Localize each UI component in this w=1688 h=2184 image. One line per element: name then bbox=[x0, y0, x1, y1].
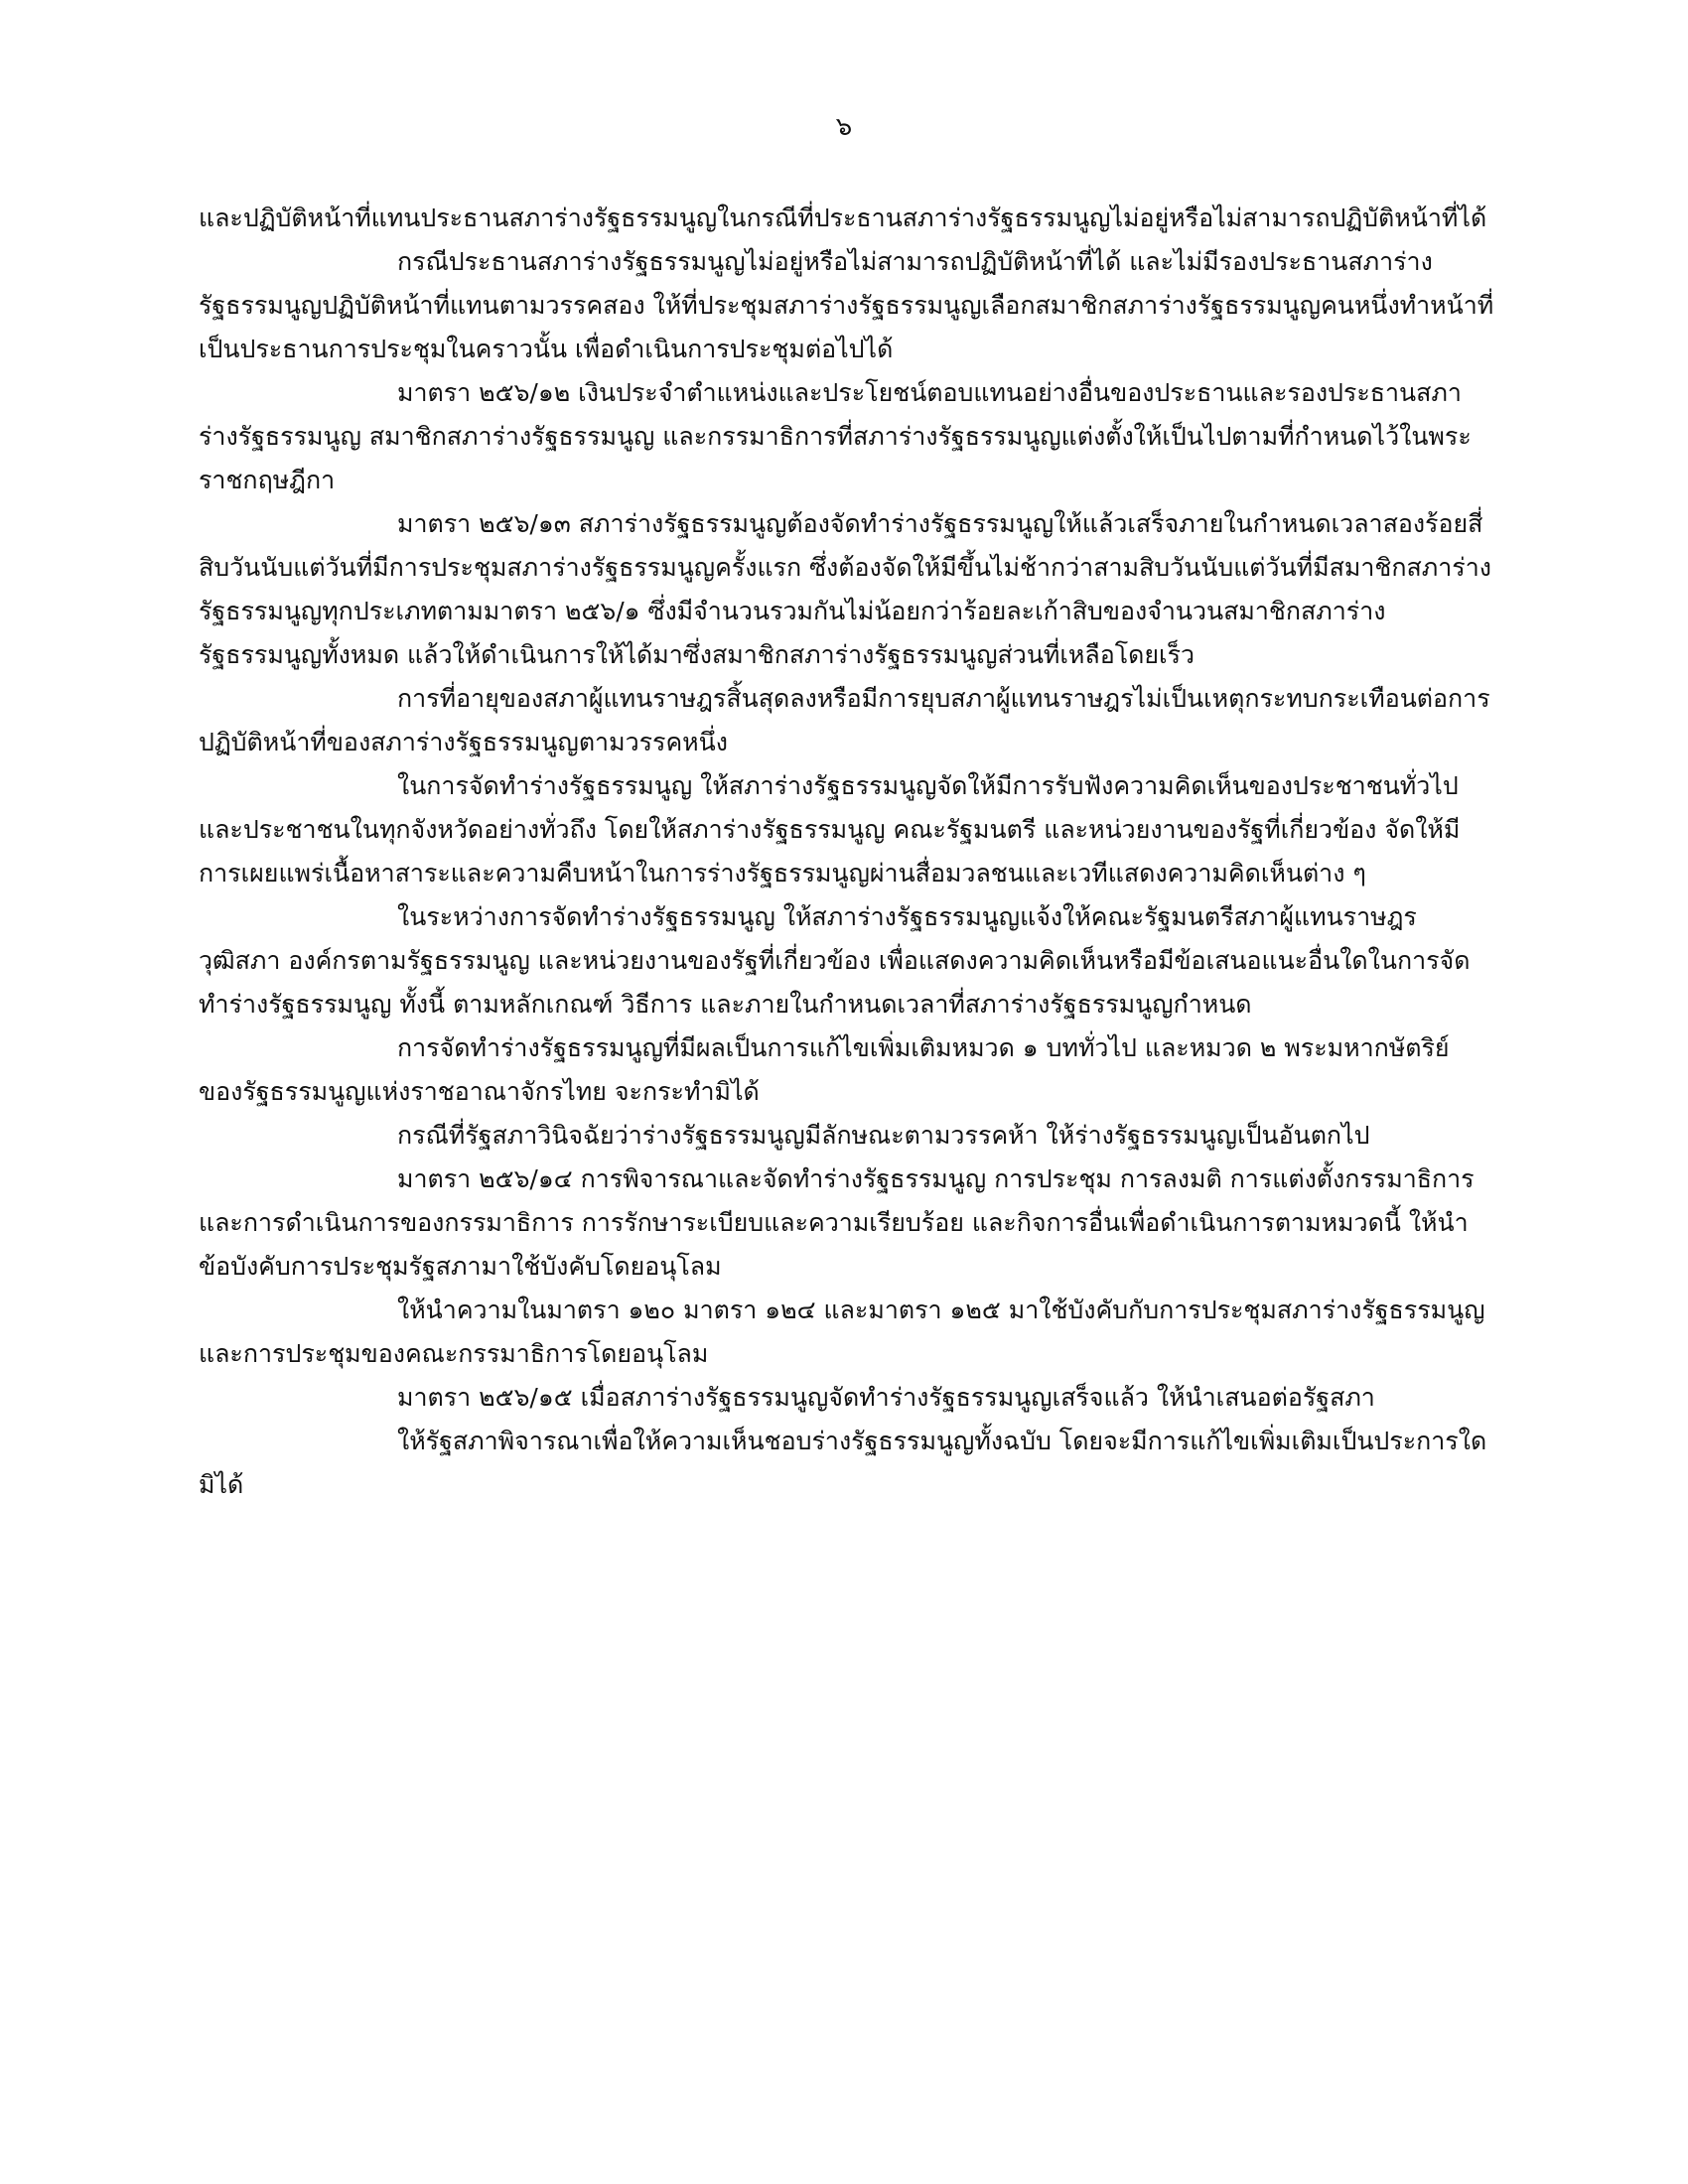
section-paragraph: มาตรา ๒๕๖/๑๕ เมื่อสภาร่างรัฐธรรมนูญจัดทำร่างรัฐธรรมนูญเสร็จแล้ว ให้นำเสนอต่อรัฐสภา bbox=[397, 1383, 1375, 1412]
paragraph: ให้นำความในมาตรา ๑๒๐ มาตรา ๑๒๔ และมาตรา ๑๒๕ มาใช้บังคับกับการประชุมสภาร่างรัฐธรรมนูญและการประชุมของคณะกรรมาธิการโดยอนุโลม bbox=[199, 1296, 1485, 1368]
paragraph: กรณีที่รัฐสภาวินิจฉัยว่าร่างรัฐธรรมนูญมีลักษณะตามวรรคห้า ให้ร่างรัฐธรรมนูญเป็นอันตกไป bbox=[397, 1121, 1370, 1150]
paragraph: และปฏิบัติหน้าที่แทนประธานสภาร่างรัฐธรรมนูญในกรณีที่ประธานสภาร่างรัฐธรรมนูญไม่อยู่หรือไม่สามารถปฏิบัติหน้าที่ได้ bbox=[199, 204, 1487, 232]
section-paragraph: มาตรา ๒๕๖/๑๔ การพิจารณาและจัดทำร่างรัฐธรรมนูญ การประชุม การลงมติ การแต่งตั้งกรรมาธิการและการดำเนินการของกรรมาธิการ การรักษาระเบียบและความเรียบร้อย และกิจการอื่นเพื่อดำเนินการตามหมวดนี้ ให้นำข้อบังคับการประชุมรัฐสภามาใช้บังคับโดยอนุโลม bbox=[199, 1164, 1475, 1281]
paragraph: การที่อายุของสภาผู้แทนราษฎรสิ้นสุดลงหรือมีการยุบสภาผู้แทนราษฎรไม่เป็นเหตุกระทบกระเทือนต่อการปฏิบัติหน้าที่ของสภาร่างรัฐธรรมนูญตามวรรคหนึ่ง bbox=[199, 684, 1490, 756]
section-paragraph: มาตรา ๒๕๖/๑๓ สภาร่างรัฐธรรมนูญต้องจัดทำร่างรัฐธรรมนูญให้แล้วเสร็จภายในกำหนดเวลาสองร้อยสี่สิบวันนับแต่วันที่มีการประชุมสภาร่างรัฐธรรมนูญครั้งแรก ซึ่งต้องจัดให้มีขึ้นไม่ช้ากว่าสามสิบวันนับแต่วันที่มีสมาชิกสภาร่างรัฐธรรมนูญทุกประเภทตามมาตรา ๒๕๖/๑ ซึ่งมีจำนวนรวมกันไม่น้อยกว่าร้อยละเก้าสิบของจำนวนสมาชิกสภาร่างรัฐธรรมนูญทั้งหมด แล้วให้ดำเนินการให้ได้มาซึ่งสมาชิกสภาร่างรัฐธรรมนูญส่วนที่เหลือโดยเร็ว bbox=[199, 509, 1491, 669]
section-paragraph: มาตรา ๒๕๖/๑๒ เงินประจำตำแหน่งและประโยชน์ตอบแทนอย่างอื่นของประธานและรองประธานสภาร่างรัฐธรรมนูญ สมาชิกสภาร่างรัฐธรรมนูญ และกรรมาธิการที่สภาร่างรัฐธรรมนูญแต่งตั้งให้เป็นไปตามที่กำหนดไว้ในพระราชกฤษฎีกา bbox=[199, 378, 1472, 494]
paragraph: ให้รัฐสภาพิจารณาเพื่อให้ความเห็นชอบร่างรัฐธรรมนูญทั้งฉบับ โดยจะมีการแก้ไขเพิ่มเติมเป็นประการใดมิได้ bbox=[199, 1427, 1487, 1499]
paragraph: กรณีประธานสภาร่างรัฐธรรมนูญไม่อยู่หรือไม่สามารถปฏิบัติหน้าที่ได้ และไม่มีรองประธานสภาร่างรัฐธรรมนูญปฏิบัติหน้าที่แทนตามวรรคสอง ให้ที่ประชุมสภาร่างรัฐธรรมนูญเลือกสมาชิกสภาร่างรัฐธรรมนูญคนหนึ่งทำหน้าที่เป็นประธานการประชุมในคราวนั้น เพื่อดำเนินการประชุมต่อไปได้ bbox=[199, 247, 1494, 363]
paragraph: ในระหว่างการจัดทำร่างรัฐธรรมนูญ ให้สภาร่างรัฐธรรมนูญแจ้งให้คณะรัฐมนตรีสภาผู้แทนราษฎร วุฒิสภา องค์กรตามรัฐธรรมนูญ และหน่วยงานของรัฐที่เกี่ยวข้อง เพื่อแสดงความคิดเห็นหรือมีข้อเสนอแนะอื่นใดในการจัดทำร่างรัฐธรรมนูญ ทั้งนี้ ตามหลักเกณฑ์ วิธีการ และภายในกำหนดเวลาที่สภาร่างรัฐธรรมนูญกำหนด bbox=[199, 902, 1471, 1019]
paragraph: ในการจัดทำร่างรัฐธรรมนูญ ให้สภาร่างรัฐธรรมนูญจัดให้มีการรับฟังความคิดเห็นของประชาชนทั่วไป และประชาชนในทุกจังหวัดอย่างทั่วถึง โดยให้สภาร่างรัฐธรรมนูญ คณะรัฐมนตรี และหน่วยงานของรัฐที่เกี่ยวข้อง จัดให้มีการเผยแพร่เนื้อหาสาระและความคืบหน้าในการร่างรัฐธรรมนูญผ่านสื่อมวลชนและเวทีแสดงความคิดเห็นต่าง ๆ bbox=[199, 771, 1461, 887]
paragraph: การจัดทำร่างรัฐธรรมนูญที่มีผลเป็นการแก้ไขเพิ่มเติมหมวด ๑ บททั่วไป และหมวด ๒ พระมหากษัตริย์ ของรัฐธรรมนูญแห่งราชอาณาจักรไทย จะกระทำมิได้ bbox=[199, 1033, 1450, 1106]
document-body bbox=[199, 197, 1499, 1507]
page-number: ๖ bbox=[835, 112, 853, 142]
